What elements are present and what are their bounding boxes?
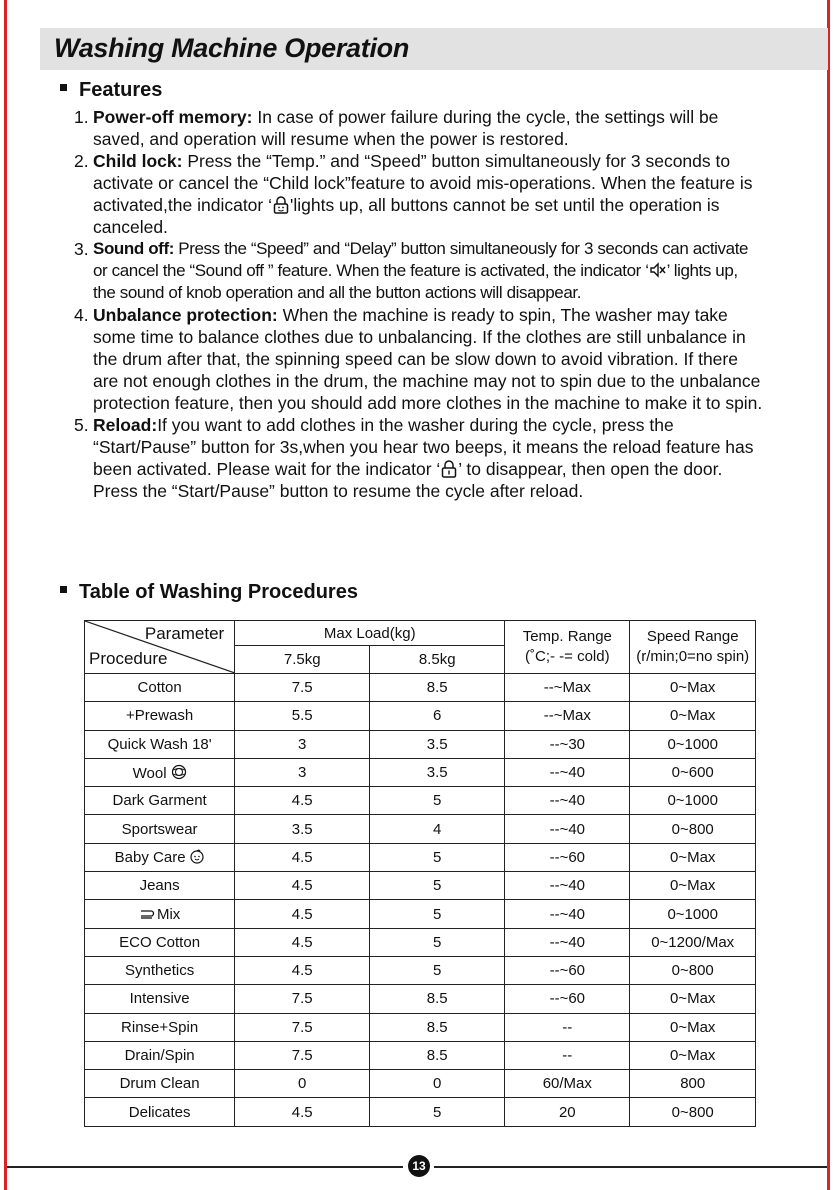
load-8-5-header: 8.5kg bbox=[370, 646, 505, 674]
procedure-name-cell: Jeans bbox=[85, 872, 235, 900]
procedure-name-cell: Drain/Spin bbox=[85, 1041, 235, 1069]
procedure-name-cell: Synthetics bbox=[85, 956, 235, 984]
temp-range-cell: --~30 bbox=[505, 730, 630, 758]
temp-range-header: Temp. Range (˚C;- -= cold) bbox=[505, 621, 630, 674]
table-row bbox=[85, 872, 756, 900]
temp-range-cell: 20 bbox=[505, 1098, 630, 1126]
load-8-5-cell: 8.5 bbox=[370, 1013, 505, 1041]
temp-range-cell: -- bbox=[505, 1041, 630, 1069]
temp-range-cell: --~40 bbox=[505, 815, 630, 843]
table-row bbox=[85, 787, 756, 815]
temp-range-cell: --~40 bbox=[505, 872, 630, 900]
speed-range-cell: 0~800 bbox=[630, 956, 756, 984]
max-load-header: Max Load(kg) bbox=[235, 621, 505, 646]
load-7-5-cell: 4.5 bbox=[235, 843, 370, 871]
table-heading: Table of Washing Procedures bbox=[60, 581, 358, 604]
mix-icon bbox=[139, 906, 157, 923]
wool-icon bbox=[167, 765, 187, 782]
page-number: 13 bbox=[408, 1155, 430, 1177]
speed-range-cell: 0~Max bbox=[630, 1013, 756, 1041]
table-row bbox=[85, 1041, 756, 1069]
load-7-5-cell: 3 bbox=[235, 758, 370, 786]
page-title: Washing Machine Operation bbox=[54, 33, 410, 63]
baby-face-icon bbox=[186, 849, 205, 866]
procedure-name-cell: ECO Cotton bbox=[85, 928, 235, 956]
load-7-5-cell: 3.5 bbox=[235, 815, 370, 843]
parameter-label: Parameter bbox=[144, 624, 225, 643]
procedure-name-cell: Cotton bbox=[85, 674, 235, 702]
load-7-5-cell: 3 bbox=[235, 730, 370, 758]
temp-range-cell: --~40 bbox=[505, 900, 630, 928]
table-row bbox=[85, 956, 756, 984]
footer-line-right bbox=[434, 1166, 827, 1168]
temp-range-cell: --~60 bbox=[505, 956, 630, 984]
load-8-5-cell: 6 bbox=[370, 702, 505, 730]
load-7-5-cell: 0 bbox=[235, 1070, 370, 1098]
procedure-name-cell: Sportswear bbox=[85, 815, 235, 843]
load-8-5-cell: 5 bbox=[370, 787, 505, 815]
feature-power-off: 1. Power-off memory: In case of power failure during the cycle, the settings will be saved, and operation will resume when the power is restored. bbox=[74, 107, 719, 149]
load-7-5-cell: 7.5 bbox=[235, 1013, 370, 1041]
sound-off-icon bbox=[649, 261, 667, 279]
procedure-name-cell: Wool bbox=[85, 758, 235, 786]
load-8-5-cell: 4 bbox=[370, 815, 505, 843]
washing-procedures-table bbox=[84, 620, 756, 1127]
table-row bbox=[85, 702, 756, 730]
footer-line-left bbox=[7, 1166, 403, 1168]
table-row bbox=[85, 1098, 756, 1126]
load-8-5-cell: 5 bbox=[370, 900, 505, 928]
load-8-5-cell: 5 bbox=[370, 843, 505, 871]
procedure-label: Procedure bbox=[89, 649, 168, 668]
temp-range-cell: --~40 bbox=[505, 787, 630, 815]
table-row bbox=[85, 1013, 756, 1041]
speed-range-cell: 0~Max bbox=[630, 674, 756, 702]
procedure-name-cell: Quick Wash 18' bbox=[85, 730, 235, 758]
table-header-row bbox=[85, 621, 756, 646]
load-7-5-cell: 4.5 bbox=[235, 787, 370, 815]
table-row bbox=[85, 928, 756, 956]
features-heading: Features bbox=[60, 79, 162, 102]
speed-range-cell: 0~1000 bbox=[630, 787, 756, 815]
table-row bbox=[85, 730, 756, 758]
features-list bbox=[74, 106, 764, 502]
procedure-name-cell: Drum Clean bbox=[85, 1070, 235, 1098]
speed-range-cell: 0~Max bbox=[630, 872, 756, 900]
load-8-5-cell: 0 bbox=[370, 1070, 505, 1098]
temp-range-cell: --~40 bbox=[505, 928, 630, 956]
load-7-5-cell: 4.5 bbox=[235, 928, 370, 956]
temp-range-cell: -- bbox=[505, 1013, 630, 1041]
feature-sound-off: 3. Sound off: Press the “Speed” and “Delay” button simultaneously for 3 seconds can activate or cancel the “Sound off ” feature. When the feature is activated, the indicator ‘ ’ lights up, the sound of knob operation and all the button actions will disappear. bbox=[74, 239, 749, 302]
table-row bbox=[85, 985, 756, 1013]
table-row bbox=[85, 815, 756, 843]
speed-range-cell: 0~800 bbox=[630, 1098, 756, 1126]
load-8-5-cell: 5 bbox=[370, 928, 505, 956]
load-8-5-cell: 8.5 bbox=[370, 1041, 505, 1069]
table-row bbox=[85, 1070, 756, 1098]
load-7-5-cell: 4.5 bbox=[235, 872, 370, 900]
speed-range-cell: 0~Max bbox=[630, 985, 756, 1013]
speed-range-cell: 0~1200/Max bbox=[630, 928, 756, 956]
load-7-5-cell: 7.5 bbox=[235, 985, 370, 1013]
feature-reload: 5. Reload:If you want to add clothes in the washer during the cycle, press the “Start/Pause” button for 3s,when you hear two beeps, it means the reload feature has been activated. Please wait for the indicator ‘ ’ to disappear, then open the door. Press the “Start/Pause” button to resume the cycle after reload. bbox=[74, 415, 754, 501]
speed-range-cell: 0~1000 bbox=[630, 900, 756, 928]
load-8-5-cell: 5 bbox=[370, 956, 505, 984]
procedure-name-cell: Baby Care bbox=[85, 843, 235, 871]
load-8-5-cell: 5 bbox=[370, 1098, 505, 1126]
speed-range-cell: 0~Max bbox=[630, 702, 756, 730]
speed-range-cell: 0~Max bbox=[630, 843, 756, 871]
load-7-5-cell: 4.5 bbox=[235, 956, 370, 984]
bullet-icon bbox=[60, 586, 67, 593]
reload-lock-icon bbox=[440, 460, 458, 478]
speed-range-cell: 0~Max bbox=[630, 1041, 756, 1069]
procedure-name-cell: Mix bbox=[85, 900, 235, 928]
temp-range-cell: --~Max bbox=[505, 674, 630, 702]
load-8-5-cell: 3.5 bbox=[370, 758, 505, 786]
load-8-5-cell: 3.5 bbox=[370, 730, 505, 758]
speed-range-cell: 0~600 bbox=[630, 758, 756, 786]
table-row bbox=[85, 900, 756, 928]
temp-range-cell: 60/Max bbox=[505, 1070, 630, 1098]
load-7-5-cell: 4.5 bbox=[235, 1098, 370, 1126]
load-7-5-cell: 7.5 bbox=[235, 1041, 370, 1069]
parameter-procedure-cell bbox=[85, 621, 235, 674]
speed-range-cell: 800 bbox=[630, 1070, 756, 1098]
load-8-5-cell: 8.5 bbox=[370, 674, 505, 702]
load-7-5-cell: 4.5 bbox=[235, 900, 370, 928]
load-7-5-header: 7.5kg bbox=[235, 646, 370, 674]
feature-unbalance: 4. Unbalance protection: When the machine is ready to spin, The washer may take some time to balance clothes due to unbalancing. If the clothes are still unbalance in the drum after that, the spinning speed can be slow down to avoid vibration. If there are not enough clothes in the drum, the machine may not to spin due to the unbalance protection feature, then you should add more clothes in the machine to make it to spin. bbox=[74, 305, 763, 413]
load-8-5-cell: 5 bbox=[370, 872, 505, 900]
load-7-5-cell: 7.5 bbox=[235, 674, 370, 702]
speed-range-cell: 0~1000 bbox=[630, 730, 756, 758]
table-row bbox=[85, 843, 756, 871]
temp-range-cell: --~60 bbox=[505, 843, 630, 871]
load-8-5-cell: 8.5 bbox=[370, 985, 505, 1013]
procedure-name-cell: Dark Garment bbox=[85, 787, 235, 815]
feature-child-lock: 2. Child lock: Press the “Temp.” and “Speed” button simultaneously for 3 seconds to activate or cancel the “Child lock”feature to avoid mis-operations. When the feature is activated,the indicator ‘ 'lights up, all buttons cannot be set until the operation is canceled. bbox=[74, 151, 753, 237]
temp-range-cell: --~40 bbox=[505, 758, 630, 786]
procedure-name-cell: Delicates bbox=[85, 1098, 235, 1126]
speed-range-header: Speed Range (r/min;0=no spin) bbox=[630, 621, 756, 674]
temp-range-cell: --~60 bbox=[505, 985, 630, 1013]
load-7-5-cell: 5.5 bbox=[235, 702, 370, 730]
child-lock-icon bbox=[272, 196, 290, 214]
procedure-name-cell: +Prewash bbox=[85, 702, 235, 730]
table-row bbox=[85, 758, 756, 786]
speed-range-cell: 0~800 bbox=[630, 815, 756, 843]
procedure-name-cell: Intensive bbox=[85, 985, 235, 1013]
procedure-name-cell: Rinse+Spin bbox=[85, 1013, 235, 1041]
table-row bbox=[85, 674, 756, 702]
temp-range-cell: --~Max bbox=[505, 702, 630, 730]
bullet-icon bbox=[60, 84, 67, 91]
